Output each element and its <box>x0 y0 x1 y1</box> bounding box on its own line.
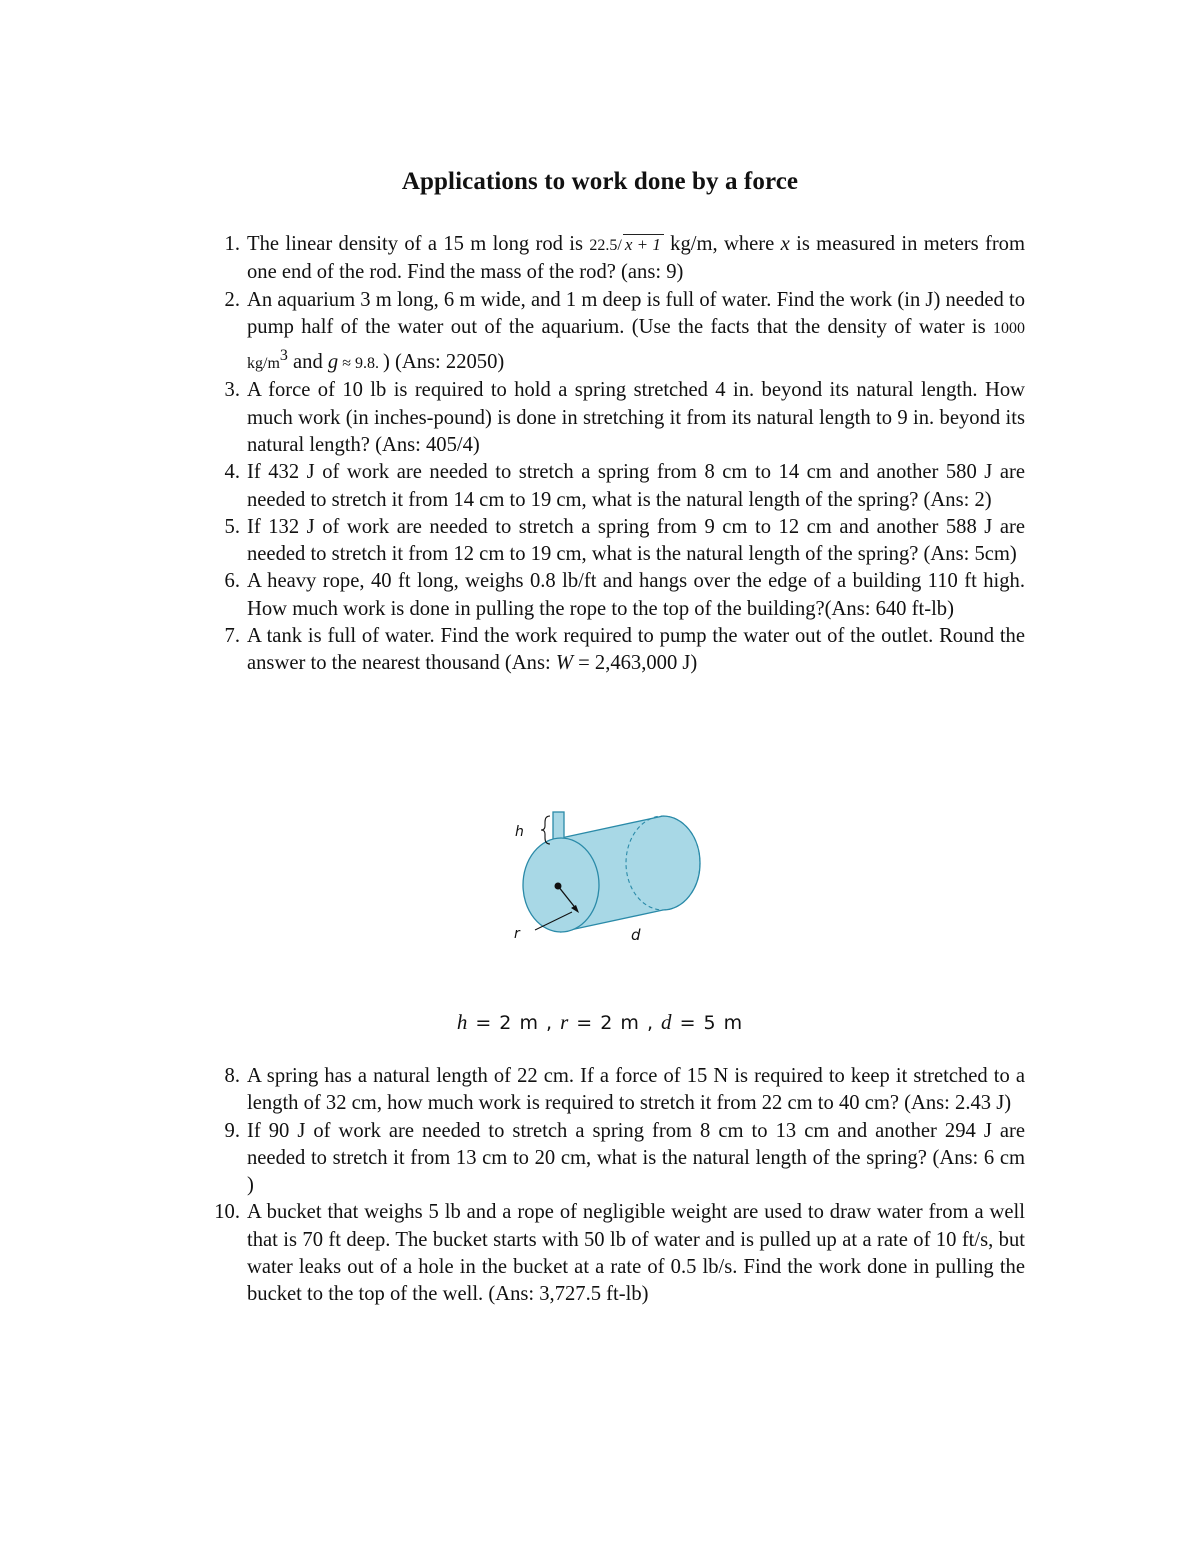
problem-number: 5. <box>224 515 240 538</box>
problem-text: If 132 J of work are needed to stretch a spring from 9 cm to 12 cm and another 588 J are needed to stretch it from 12 cm to 19 cm, what is the natural length of the spring? (Ans: 5cm) <box>247 515 1025 566</box>
problem-number: 4. <box>224 461 240 484</box>
problem-number: 3. <box>224 379 240 402</box>
problem-number: 7. <box>224 625 240 648</box>
var-d: d <box>661 1010 673 1034</box>
var-h: h <box>456 1010 469 1034</box>
problem-text: and <box>287 351 328 374</box>
tank-diagram <box>495 808 715 948</box>
problem-2 <box>214 287 1025 378</box>
problem-10 <box>214 1199 1025 1308</box>
value-r: = 2 m , <box>569 1012 662 1034</box>
problem-number: 9. <box>224 1119 240 1142</box>
page-title: Applications to work done by a force <box>401 168 799 195</box>
exponent: 3 <box>279 347 288 365</box>
problem-text: ) (Ans: 22050) <box>383 351 505 374</box>
problem-text: kg/m, where <box>663 233 781 255</box>
value-d: = 5 m <box>672 1012 744 1034</box>
var-r: r <box>560 1010 570 1034</box>
problem-text: An aquarium 3 m long, 6 m wide, and 1 m deep is full of water. Find the work (in J) needed to pump half of the water out of the aquarium. (Use the facts that the density of water is <box>247 288 1025 338</box>
problem-text: = 2,463,000 J) <box>572 652 698 675</box>
label-d: d <box>631 926 641 944</box>
value-h: = 2 m , <box>468 1012 561 1034</box>
problem-7 <box>214 623 1025 678</box>
problem-list-continued <box>214 1063 1025 1309</box>
problem-text: The linear density of a 15 m long rod is <box>247 233 590 255</box>
problem-number: 6. <box>224 570 240 593</box>
sqrt-expression: x + 1 <box>623 234 664 255</box>
water-density: 1000 kg/m <box>247 319 1025 373</box>
label-r: r <box>514 926 520 942</box>
problem-list <box>214 231 1025 678</box>
problem-text: A bucket that weighs 5 lb and a rope of negligible weight are used to draw water from a well that is 70 ft deep. The bucket starts with 50 lb of water and is pulled up at a rate of 10 ft/s, but water leaks out of a hole in the bucket at a rate of 0.5 lb/s. Find the work done in pulling the bucket to the top of the well. (Ans: 3,727.5 ft-lb) <box>247 1201 1025 1306</box>
problem-text: A tank is full of water. Find the work required to pump the water out of the outlet. Round the answer to the nearest thousand (Ans: <box>247 625 1025 675</box>
problem-text: If 432 J of work are needed to stretch a spring from 8 cm to 14 cm and another 580 J are needed to stretch it from 14 cm to 19 cm, what is the natural length of the spring? (Ans: 2) <box>247 461 1025 511</box>
problem-text: If 90 J of work are needed to stretch a spring from 8 cm to 13 cm and another 294 J are needed to stretch it from 13 cm to 20 cm, what is the natural length of the spring? (Ans: 6 cm ) <box>247 1119 1025 1197</box>
variable-g: g <box>327 351 339 374</box>
problem-8 <box>214 1063 1025 1118</box>
problem-text: is measured in meters from one end of the rod. Find the mass of the rod? (ans: 9) <box>247 233 1026 284</box>
problem-number: 10. <box>214 1201 240 1224</box>
problem-text: A force of 10 lb is required to hold a spring stretched 4 in. beyond its natural length. How much work (in inches-pound) is done in stretching it from its natural length to 9 in. beyond its natural length? (Ans: 405/4) <box>247 379 1025 456</box>
density-coefficient: 22.5/ <box>589 237 622 254</box>
problem-6 <box>214 568 1025 623</box>
problem-text: A spring has a natural length of 22 cm. If a force of 15 N is required to keep it stretched to a length of 32 cm, how much work is required to stretch it from 22 cm to 40 cm? (Ans: 2.43 J) <box>247 1065 1025 1115</box>
problem-9 <box>214 1118 1025 1200</box>
problem-text: A heavy rope, 40 ft long, weighs 0.8 lb/ft and hangs over the edge of a building 110 ft high. How much work is done in pulling the rope to the top of the building?(Ans: 640 ft-lb) <box>247 570 1025 620</box>
problem-5 <box>214 514 1025 569</box>
problem-3 <box>214 377 1025 459</box>
problem-number: 8. <box>224 1065 240 1087</box>
problem-4 <box>214 459 1025 514</box>
problem-number: 1. <box>224 233 240 255</box>
gravity-value: ≈ 9.8. <box>338 355 383 373</box>
problem-number: 2. <box>224 288 240 311</box>
variable-x: x <box>780 233 790 255</box>
problem-1 <box>214 231 1025 287</box>
tank-dimensions <box>0 1010 1200 1035</box>
variable-w: W <box>555 652 573 675</box>
label-h: h <box>515 824 524 840</box>
